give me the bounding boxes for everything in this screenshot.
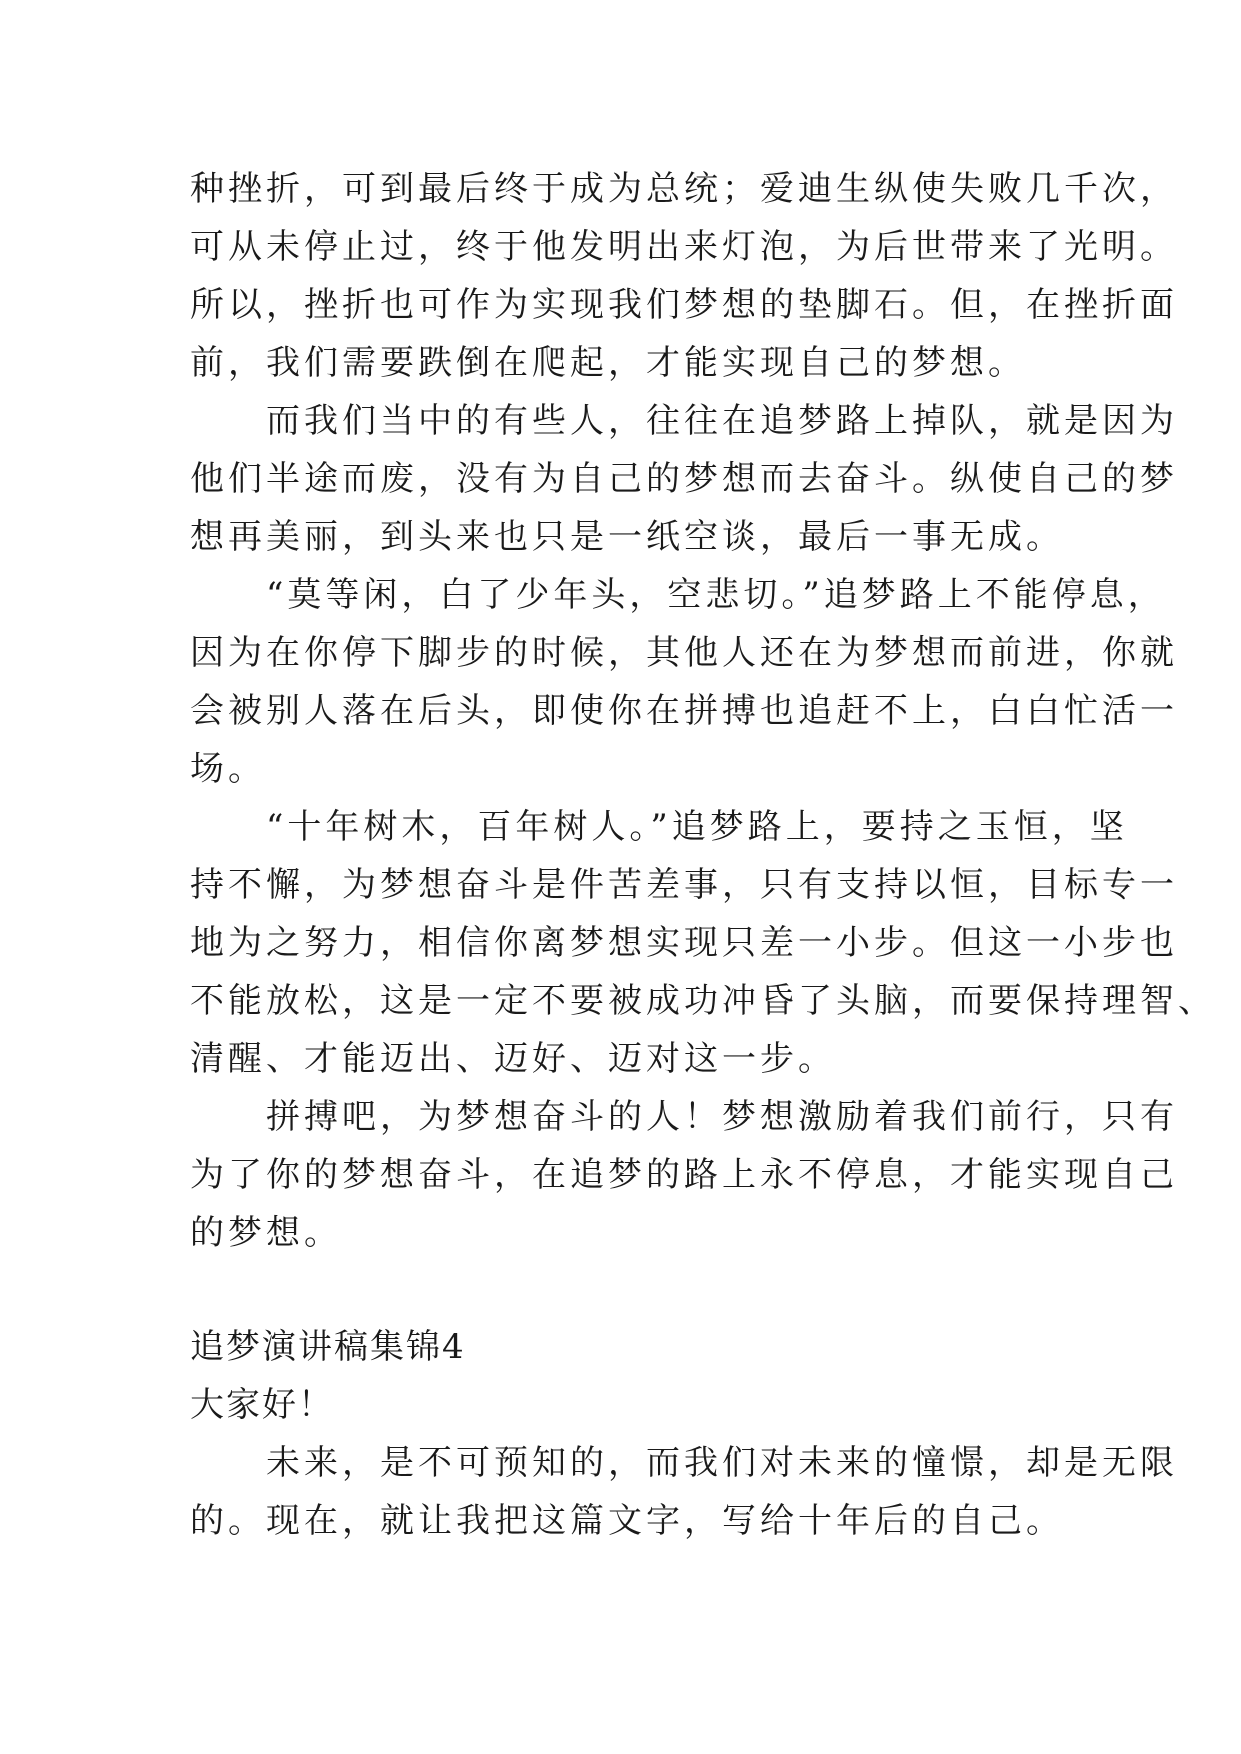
text-line: 想再美丽，到头来也只是一纸空谈，最后一事无成。 [190,517,1064,557]
text-line: 可从未停止过，终于他发明出来灯泡，为后世带来了光明。 [190,227,1178,267]
text-line: 的梦想。 [190,1213,342,1253]
text-line: 种挫折，可到最后终于成为总统；爱迪生纵使失败几千次， [190,169,1178,209]
text-line: 而我们当中的有些人，往往在追梦路上掉队，就是因为 [190,401,1178,441]
text-line: “十年树木，百年树人。”追梦路上，要持之玉恒，坚 [190,807,1128,847]
text-line: 拼搏吧，为梦想奋斗的人！梦想激励着我们前行，只有 [190,1097,1178,1137]
section-title: 追梦演讲稿集锦4 [190,1327,466,1367]
text-line: 不能放松，这是一定不要被成功冲昏了头脑，而要保持理智、 [190,981,1216,1021]
text-line: 会被别人落在后头，即使你在拼搏也追赶不上，白白忙活一 [190,691,1178,731]
body-text-block-1 [190,160,1216,1262]
text-line: 场。 [190,749,266,789]
text-line: 他们半途而废，没有为自己的梦想而去奋斗。纵使自己的梦 [190,459,1178,499]
text-line: 为了你的梦想奋斗，在追梦的路上永不停息，才能实现自己 [190,1155,1178,1195]
text-line: “莫等闲，白了少年头，空悲切。”追梦路上不能停息， [190,575,1166,615]
text-line: 因为在你停下脚步的时候，其他人还在为梦想而前进，你就 [190,633,1178,673]
greeting: 大家好！ [190,1385,334,1425]
text-line: 清醒、才能迈出、迈好、迈对这一步。 [190,1039,836,1079]
text-line: 地为之努力，相信你离梦想实现只差一小步。但这一小步也 [190,923,1178,963]
text-line: 的。现在，就让我把这篇文字，写给十年后的自己。 [190,1501,1064,1541]
text-line: 未来，是不可预知的，而我们对未来的憧憬，却是无限 [190,1443,1178,1483]
text-line: 前，我们需要跌倒在爬起，才能实现自己的梦想。 [190,343,1026,383]
text-line: 持不懈，为梦想奋斗是件苦差事，只有支持以恒，目标专一 [190,865,1178,905]
section-block [190,1318,1178,1550]
text-line: 所以，挫折也可作为实现我们梦想的垫脚石。但，在挫折面 [190,285,1178,325]
